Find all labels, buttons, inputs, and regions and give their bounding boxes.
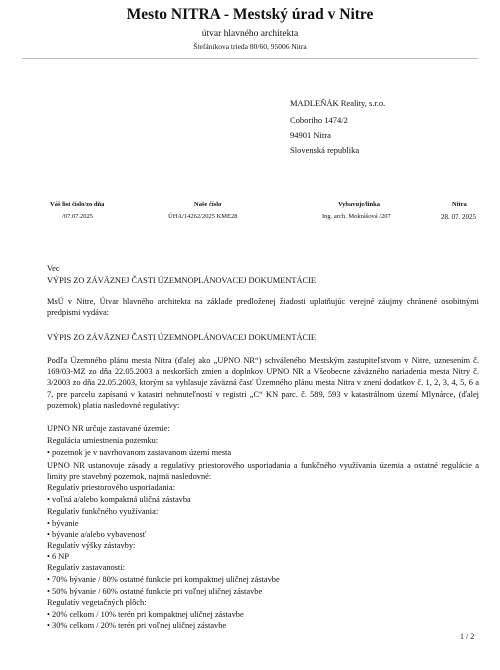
list-item: • 70% bývanie / 80% ostatné funkcie pri kompaktnej uličnej zástavbe <box>47 575 280 584</box>
list-item: • voľná a/alebo kompaktná uličná zástavba <box>47 495 191 504</box>
recipient-street: Coboriho 1474/2 <box>290 115 348 125</box>
recipient-company: MADLEŇÁK Reality, s.r.o. <box>290 98 386 108</box>
place-label: Nitra <box>452 201 467 208</box>
list-item: • bývanie <box>47 519 79 528</box>
intro-paragraph: MsÚ v Nitre, Útvar hlavného architekta na základe predloženej žiadosti uplatňujúc verejné záujmy chránené osobitnými predpismi vydáva: <box>47 297 479 318</box>
list-item: UPNO NR určuje zastavané územie: <box>47 424 170 433</box>
your-letter-value: /07.07.2025 <box>62 213 94 220</box>
our-number-value: ÚHA/14262/2025 KME28 <box>168 213 238 220</box>
our-number-label: Naše číslo <box>194 201 222 208</box>
list-item: Regulatív výšky zástavby: <box>47 541 136 550</box>
subject-line: VÝPIS ZO ZÁVÄZNEJ ČASTI ÚZEMNOPLÁNOVACEJ DOKUMENTÁCIE <box>47 276 317 285</box>
list-item: • 50% bývanie / 60% ostatné funkcie pri voľnej uličnej zástavbe <box>47 587 263 596</box>
section-heading: VÝPIS ZO ZÁVÄZNEJ ČASTI ÚZEMNOPLÁNOVACEJ DOKUMENTÁCIE <box>47 333 317 342</box>
list-item: • 20% celkom / 10% terén pri kompaktnej uličnej zástavbe <box>47 610 244 619</box>
regulation-paragraph: Podľa Územného plánu mesta Nitra (ďalej ako „UPNO NR“) schváleného Mestským zastupiteľstvom v Nitre, uznesením č. 169/03-MZ zo dňa 22.05.2003 a neskorších zmien a doplnkov UPNO NR a Všeobecne záväzného nariadenia mesta Nitry č. 3/2003 zo dňa 22.05.2003, ktorým sa vyhlasuje záväzná časť Územného plánu mesta Nitra v znení dodatkov č. 1, 2, 3, 4, 5, 6 a 7, pre parcelu zapísanú v katastri nehnuteľností v registri „C“ KN parc. č. 589, 593 v katastrálnom území Mlynárce, (ďalej pozemok) platia nasledovné regulatívy: <box>47 356 479 410</box>
page-title: Mesto NITRA - Mestský úrad v Nitre <box>126 6 374 23</box>
handled-by-label: Vybavuje/linka <box>338 201 381 208</box>
list-item: • pozemok je v navrhovanom zastavanom území mesta <box>47 448 232 457</box>
handled-by-value: Ing. arch. Mokrášová /207 <box>322 213 391 220</box>
list-item: • bývanie a/alebo vybavenosť <box>47 530 147 539</box>
list-item: UPNO NR ustanovuje zásady a regulatívy priestorového usporiadania a funkčného využívania územia a ostatné regulácie a limity pre stavebný pozemok, najmä nasledovné: <box>47 461 479 482</box>
list-item: Regulatív funkčného využívania: <box>47 507 159 516</box>
page-number: 1 / 2 <box>460 632 475 641</box>
list-item: • 6 NP <box>47 552 70 561</box>
list-item: Regulatív zastavanosti: <box>47 563 125 572</box>
header-divider <box>22 58 478 59</box>
department-name: útvar hlavného architekta <box>201 29 299 39</box>
list-item: Regulatív priestorového usporiadania: <box>47 483 175 492</box>
list-item: • 30% celkom / 20% terén pri voľnej uličnej zástavbe <box>47 621 227 630</box>
recipient-country: Slovenská republika <box>290 145 360 155</box>
vec-label: Vec <box>47 264 60 273</box>
your-letter-label: Váš list číslo/zo dňa <box>50 201 105 208</box>
list-item: Regulácia umiestnenia pozemku: <box>47 436 159 445</box>
list-item: Regulatív vegetačných plôch: <box>47 598 147 607</box>
office-address: Štefánikova trieda 80/60, 95006 Nitra <box>193 42 307 51</box>
recipient-city: 94901 Nitra <box>290 130 331 140</box>
letter-date: 28. 07. 2025 <box>441 213 476 221</box>
